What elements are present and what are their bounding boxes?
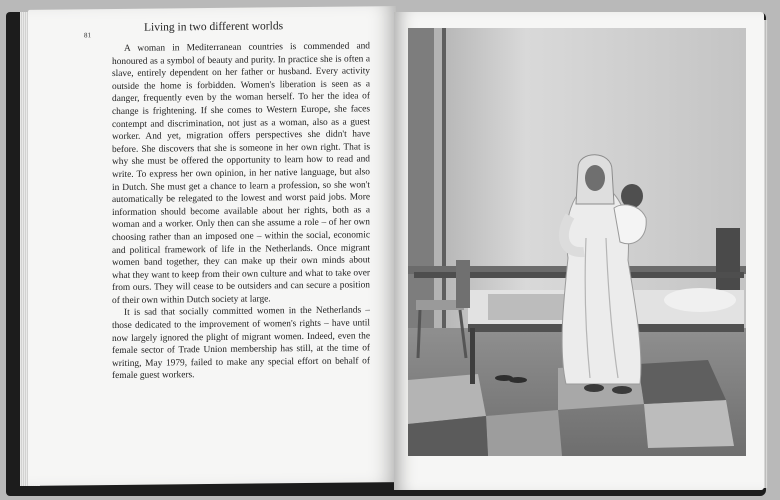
open-book xyxy=(6,6,774,496)
photo-woman-holding-baby-icon xyxy=(408,28,746,456)
paragraph-2: It is sad that socially committed women in the Netherlands – those dedicated to the improvement of women's rights – have until now largely ignored the plight of migrant women. Indeed, even the female sector of Trade Union membership has still, at the time of writing, May 1979, failed to make any special effort on behalf of female guest workers. xyxy=(112,305,370,382)
right-page xyxy=(394,12,764,490)
left-page xyxy=(28,6,396,486)
paragraph-1: A woman in Mediterranean countries is commended and honoured as a symbol of beauty and purity. In practice she is often a slave, entirely dependent on her father or husband. Every activity outside the home is forbidden. Women's liberation is seen as a danger, frequently even by the woman herself. To her the idea of change is frightening. If she comes to Western Europe, she faces contempt and discrimination, not just as a woman, also as a guest worker. And yet, migration offers perspectives she didn't have before. She discovers that she is someone in her own right. That is why she must be offered the opportunity to learn how to read and write. To express her own opinion, in her native language, but also in Dutch. She must get a chance to learn a profession, so she won't automatically be relegated to the lowest and worst paid jobs. More information should become available about her rights, both as a woman and a worker. Only then can she assume a role – of her own choosing rather than an imposed one – within the social, economic and political framework of life in the Netherlands. Once migrant women band together, they can make up their own minds about what they want to keep from their own culture and what to take over from ours. They will cease to be outsiders and can secure a position of their own within Dutch society at large. xyxy=(112,41,370,306)
running-head: Living in two different worlds xyxy=(144,20,284,34)
photograph xyxy=(408,28,746,456)
body-text xyxy=(112,40,370,383)
page-number: 81 xyxy=(84,31,91,40)
